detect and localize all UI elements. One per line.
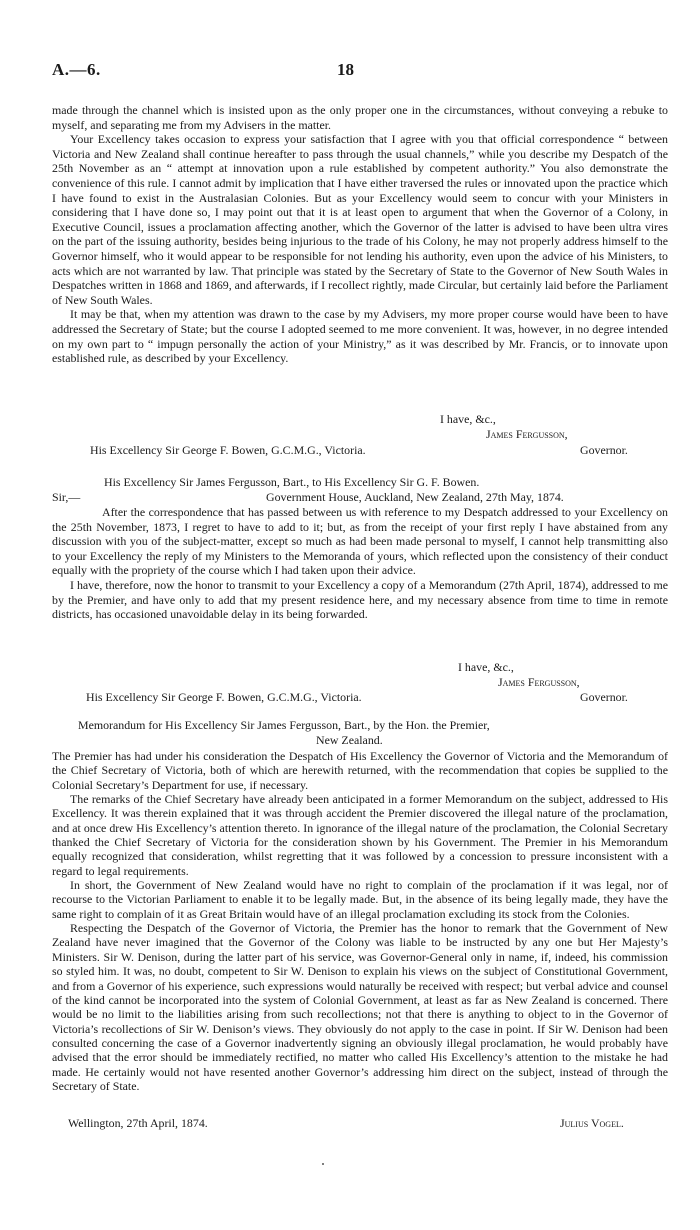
paragraph: In short, the Government of New Zealand would have no right to complain of the proclamation if it was legal, nor of recourse to the Victorian Parliament to enable it to be legally made. But, in the absence of its being legally made, they have the same right to complain of it as Great Britain would have of an illegal proclamation excluding its stock from the Colonies. bbox=[52, 878, 668, 921]
page-speck bbox=[322, 1163, 324, 1165]
addressee: His Excellency Sir George F. Bowen, G.C.M.G., Victoria. bbox=[90, 443, 366, 457]
addressee: His Excellency Sir George F. Bowen, G.C.M.G., Victoria. bbox=[86, 690, 362, 704]
signature: James Fergusson, bbox=[486, 427, 568, 441]
signatory-title: Governor. bbox=[580, 443, 628, 457]
signature: James Fergusson, bbox=[498, 675, 580, 689]
closing: I have, &c., bbox=[440, 412, 496, 426]
signature: Julius Vogel. bbox=[560, 1116, 624, 1130]
paragraph: Your Excellency takes occasion to express your satisfaction that I agree with you that official correspondence “ between Victoria and New Zealand shall continue hereafter to pass through the usual channels,” while you describe my Despatch of the 25th November as an “ attempt at innovation upon a rule established by competent authority.” You also demonstrate the convenience of this rule. I cannot admit by implication that I have either traversed the rules or innovated upon the practice which I have found to exist in the Australasian Colonies. But as your Excellency would seem to concur with your Ministers in considering that I have done so, I may point out that it is at least open to argument that when the Governor of a Colony, in Executive Council, issues a proclamation affecting another, which the Governor of the latter is advised to have been ultra vires on the part of the issuing authority, besides being injurious to the trade of his Colony, he may not properly address himself to the Governor himself, who it would appear to be responsible for not lending his authority, even upon the advice of his Ministers, to acts which are not warranted by law. That principle was stated by the Secretary of State to the Governor of New South Wales in Despatches written in 1868 and 1869, and afterwards, if I recollect rightly, made Circular, but certainly laid before the Parliament of New South Wales. bbox=[52, 132, 668, 307]
paragraph: The Premier has had under his consideration the Despatch of His Excellency the Governor of Victoria and the Memorandum of the Chief Secretary of Victoria, both of which are herewith returned, with the recommendation that copies be supplied to the Colonial Secretary’s Department for use, if necessary. bbox=[52, 749, 668, 792]
letter-heading: His Excellency Sir James Fergusson, Bart., to His Excellency Sir G. F. Bowen. bbox=[104, 475, 480, 489]
memorandum-body bbox=[52, 749, 668, 1093]
dateline: Government House, Auckland, New Zealand, 27th May, 1874. bbox=[266, 490, 564, 504]
place-date: Wellington, 27th April, 1874. bbox=[68, 1116, 208, 1130]
letter-continuation bbox=[52, 103, 668, 366]
paragraph: After the correspondence that has passed between us with reference to my Despatch addressed to your Excellency on the 25th November, 1873, I regret to have to add to it; but, as from the receipt of your first reply I have abstained from any discussion with you of the subject-matter, except so much as had been made personal to myself, I cannot help transmitting also to your Excellency the reply of my Ministers to the Memoranda of yours, which reflected upon the consistency of their conduct equally with the propriety of the course which I had taken upon their advice. bbox=[52, 505, 668, 578]
paragraph: Respecting the Despatch of the Governor of Victoria, the Premier has the honor to remark that the Government of New Zealand have never imagined that the Governor of the Colony was liable to be instructed by any one but Her Majesty’s Ministers. Sir W. Denison, during the latter part of his service, was Governor-General only in name, if, indeed, his commission so styled him. It was, no doubt, competent to Sir W. Denison to explain his views on the subject of Constitutional Government, and from a Governor of his experience, such expressions would naturally be received with respect; but verbal advice and counsel of the kind cannot be incorporated into the system of Colonial Government, at least as far as New Zealand is concerned. There would be no limit to the liabilities arising from such recollections; not that there is anything to object to in the Governor of Victoria’s recollections of Sir W. Denison’s views. They obviously do not apply to the case in point. If Sir W. Denison had been consulted concerning the case of a Governor inadvertently signing an obviously illegal proclamation, he would probably have advised that the error should be immediately rectified, no matter who called His Excellency’s attention to the mistake he had made. He certainly would not have resented another Governor’s addressing him direct on the subject, instead of through the Secretary of State. bbox=[52, 921, 668, 1093]
letter-body bbox=[52, 505, 668, 622]
closing: I have, &c., bbox=[458, 660, 514, 674]
paragraph: The remarks of the Chief Secretary have already been anticipated in a former Memorandum on the subject, addressed to His Excellency. It was therein explained that it was through accident the Premier discovered the illegal nature of the proclamation, and at once drew His Excellency’s attention thereto. In ignorance of the illegal nature of the proclamation, the Colonial Secretary thanked the Chief Secretary of Victoria for the consideration shown by his Government. The Premier in his Memorandum equally recognized that consideration, whilst regretting that it was followed by a concession to pressure inconsistent with a regard to legal requirements. bbox=[52, 792, 668, 878]
paragraph: It may be that, when my attention was drawn to the case by my Advisers, my more proper course would have been to have addressed the Secretary of State; but the course I adopted seemed to me more convenient. It was, however, in no degree intended on my own part to “ impugn personally the action of your Ministry,” as it was described by Mr. Francis, or to innovate upon established rule, as described by your Excellency. bbox=[52, 307, 668, 366]
memorandum-heading-line2: New Zealand. bbox=[316, 733, 383, 747]
page-number: 18 bbox=[337, 60, 354, 79]
memorandum-heading: Memorandum for His Excellency Sir James Fergusson, Bart., by the Hon. the Premier, bbox=[78, 718, 490, 732]
paper-reference: A.—6. bbox=[52, 60, 101, 79]
signatory-title: Governor. bbox=[580, 690, 628, 704]
paragraph: made through the channel which is insisted upon as the only proper one in the circumstances, without conveying a rebuke to myself, and separating me from my Advisers in the matter. bbox=[52, 103, 668, 132]
paragraph: I have, therefore, now the honor to transmit to your Excellency a copy of a Memorandum (27th April, 1874), addressed to me by the Premier, and have only to add that my present residence here, and my necessary absence from time to time in remote districts, has occasioned unavoidable delay in its being forwarded. bbox=[52, 577, 668, 622]
salutation: Sir,— bbox=[52, 490, 81, 504]
